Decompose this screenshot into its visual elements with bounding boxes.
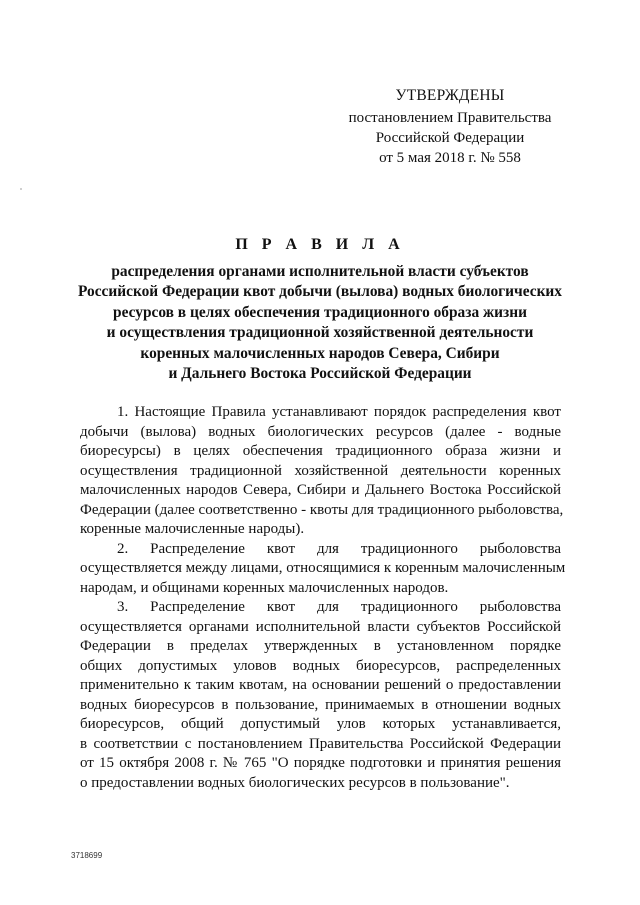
paragraph-3-line: Федерации в пределах утвержденных в установленном порядке	[80, 638, 561, 654]
paragraph-3-line: применительно к таким квотам, на основании решений о предоставлении	[80, 677, 561, 693]
paragraph-3-line: о предоставлении водных биологических ресурсов в пользование".	[80, 774, 510, 791]
paragraph-2-line: осуществляется между лицами, относящимися к коренным малочисленным	[80, 560, 566, 576]
subtitle-line: ресурсов в целях обеспечения традиционного образа жизни	[113, 303, 527, 321]
document-title: П Р А В И Л А	[235, 236, 405, 253]
subtitle-line: Российской Федерации квот добычи (вылова) водных биологических	[78, 283, 562, 301]
paragraph-1-line: биоресурсы) в целях обеспечения традиционного образа жизни и	[80, 443, 561, 459]
paragraph-1-line: осуществления традиционной хозяйственной деятельности коренных	[80, 462, 561, 479]
document-code: 3718699	[71, 851, 103, 860]
document-subtitle	[60, 262, 580, 384]
approval-stamp-block	[320, 86, 580, 168]
approval-heading: УТВЕРЖДЕНЫ	[395, 87, 505, 104]
paragraph-1-line: малочисленных народов Севера, Сибири и Дальнего Востока Российской	[80, 482, 561, 498]
subtitle-line: и Дальнего Востока Российской Федерации	[168, 365, 472, 383]
approval-line-2: Российской Федерации	[375, 130, 525, 146]
paragraph-3-line: водных биоресурсов в пользование, принимаемых в отношении водных	[80, 696, 561, 713]
paragraph-1-line: 1. Настоящие Правила устанавливают порядок распределения квот	[117, 404, 561, 420]
approval-line-1: постановлением Правительства	[348, 110, 552, 126]
paragraph-3-line: от 15 октября 2008 г. № 765 "О порядке подготовки и принятия решения	[80, 755, 561, 771]
paragraph-2-line: 2. Распределение квот для традиционного рыболовства	[117, 540, 561, 557]
paragraph-1-line: добычи (вылова) водных биологических ресурсов (далее - водные	[80, 423, 561, 440]
document-body	[80, 403, 566, 793]
paragraph-3-line: 3. Распределение квот для традиционного рыболовства	[117, 599, 561, 615]
paragraph-3-line: в соответствии с постановлением Правительства Российской Федерации	[80, 735, 561, 752]
paragraph-2-line: народам, и общинами коренных малочисленных народов.	[80, 579, 449, 596]
paragraph-3-line: общих допустимых уловов водных биоресурсов, распределенных	[80, 657, 561, 674]
subtitle-line: коренных малочисленных народов Севера, Сибири	[140, 344, 500, 362]
paragraph-3-line: биоресурсов, общий допустимый улов которых устанавливается,	[80, 716, 561, 732]
paragraph-1-line: Федерации (далее соответственно - квоты для традиционного рыболовства,	[80, 501, 564, 518]
paragraph-3-line: осуществляется органами исполнительной власти субъектов Российской	[80, 618, 561, 635]
subtitle-line: и осуществления традиционной хозяйственной деятельности	[106, 324, 534, 342]
scan-speck	[20, 188, 22, 190]
paragraph-1-line: коренные малочисленные народы).	[80, 521, 305, 537]
subtitle-line: распределения органами исполнительной власти субъектов	[111, 263, 529, 280]
approval-line-3: от 5 мая 2018 г. № 558	[379, 150, 521, 166]
